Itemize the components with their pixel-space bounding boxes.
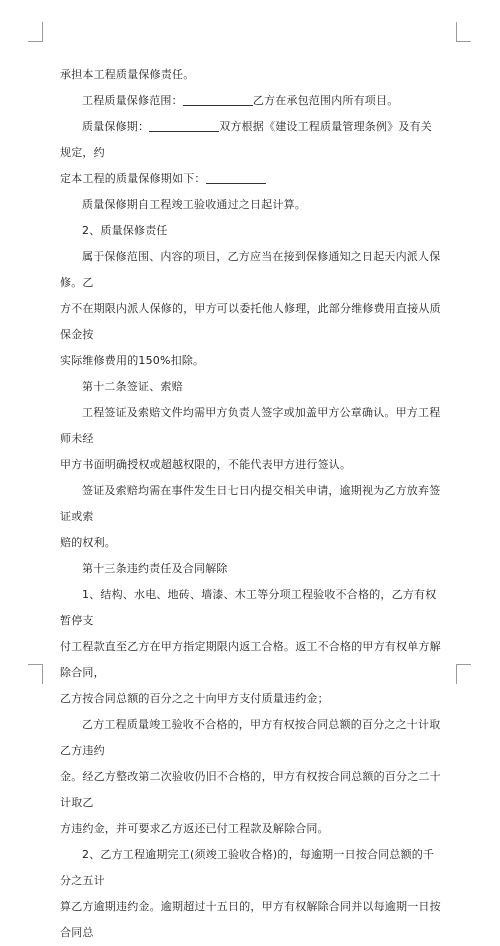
paragraph-line: 工程签证及索赔文件均需甲方负责人签字或加盖甲方公章确认。甲方工程师未经 xyxy=(60,406,441,445)
document-body xyxy=(60,62,442,946)
blank-field xyxy=(183,93,253,106)
paragraph-line: 赔的权利。 xyxy=(60,536,116,549)
paragraph-line: 乙方工程质量竣工验收不合格的，甲方有权按合同总额的百分之之十计取乙方违约 xyxy=(60,718,441,757)
paragraph-line: 方违约金，并可要求乙方返还已付工程款及解除合同。 xyxy=(60,822,329,835)
paragraph-line: 属于保修范围、内容的项目，乙方应当在接到保修通知之日起天内派人保修。乙 xyxy=(60,250,441,289)
paragraph-line: 1、结构、水电、地砖、墙漆、木工等分项工程验收不合格的，乙方有权暂停支 xyxy=(60,588,437,627)
paragraph-line: 2、乙方工程逾期完工(须竣工验收合格)的，每逾期一日按合同总额的千分之五计 xyxy=(60,848,435,887)
blank-field xyxy=(206,171,266,184)
paragraph-line: 付工程款直至乙方在甲方指定期限内返工合格。返工不合格的甲方有权单方解除合同， xyxy=(60,640,441,679)
paragraph-line: 质量保修期自工程竣工验收通过之日起计算。 xyxy=(82,198,306,211)
section-heading: 2、质量保修责任 xyxy=(82,224,168,237)
paragraph-line: 甲方书面明确授权或超越权限的，不能代表甲方进行签认。 xyxy=(60,458,352,471)
paragraph-line: 方不在期限内派人保修的，甲方可以委托他人修理，此部分维修费用直接从质保金按 xyxy=(60,302,441,341)
paragraph-line: 承担本工程质量保修责任。 xyxy=(60,68,195,81)
article-heading: 第十三条违约责任及合同解除 xyxy=(82,562,228,575)
paragraph-line: 签证及索赔均需在事件发生日七日内提交相关申请，逾期视为乙方放弃签证或索 xyxy=(60,484,441,523)
paragraph-line: 乙方按合同总额的百分之之十向甲方支付质量违约金； xyxy=(60,692,329,705)
warranty-period-line: 质量保修期： 双方根据《建设工程质量管理条例》及有关规定，约 xyxy=(60,120,433,159)
paragraph-line: 算乙方逾期违约金。逾期超过十五日的，甲方有权解除合同并以每逾期一日按合同总 xyxy=(60,900,441,939)
paragraph-line: 实际维修费用的150%扣除。 xyxy=(60,354,205,367)
article-heading: 第十二条签证、索赔 xyxy=(82,380,183,393)
paragraph-line: 金。经乙方整改第二次验收仍旧不合格的，甲方有权按合同总额的百分之二十计取乙 xyxy=(60,770,441,809)
warranty-scope-line: 工程质量保修范围： 乙方在承包范围内所有项目。 xyxy=(82,94,399,107)
blank-field xyxy=(149,119,219,132)
paragraph-line: 定本工程的质量保修期如下： xyxy=(60,166,442,192)
